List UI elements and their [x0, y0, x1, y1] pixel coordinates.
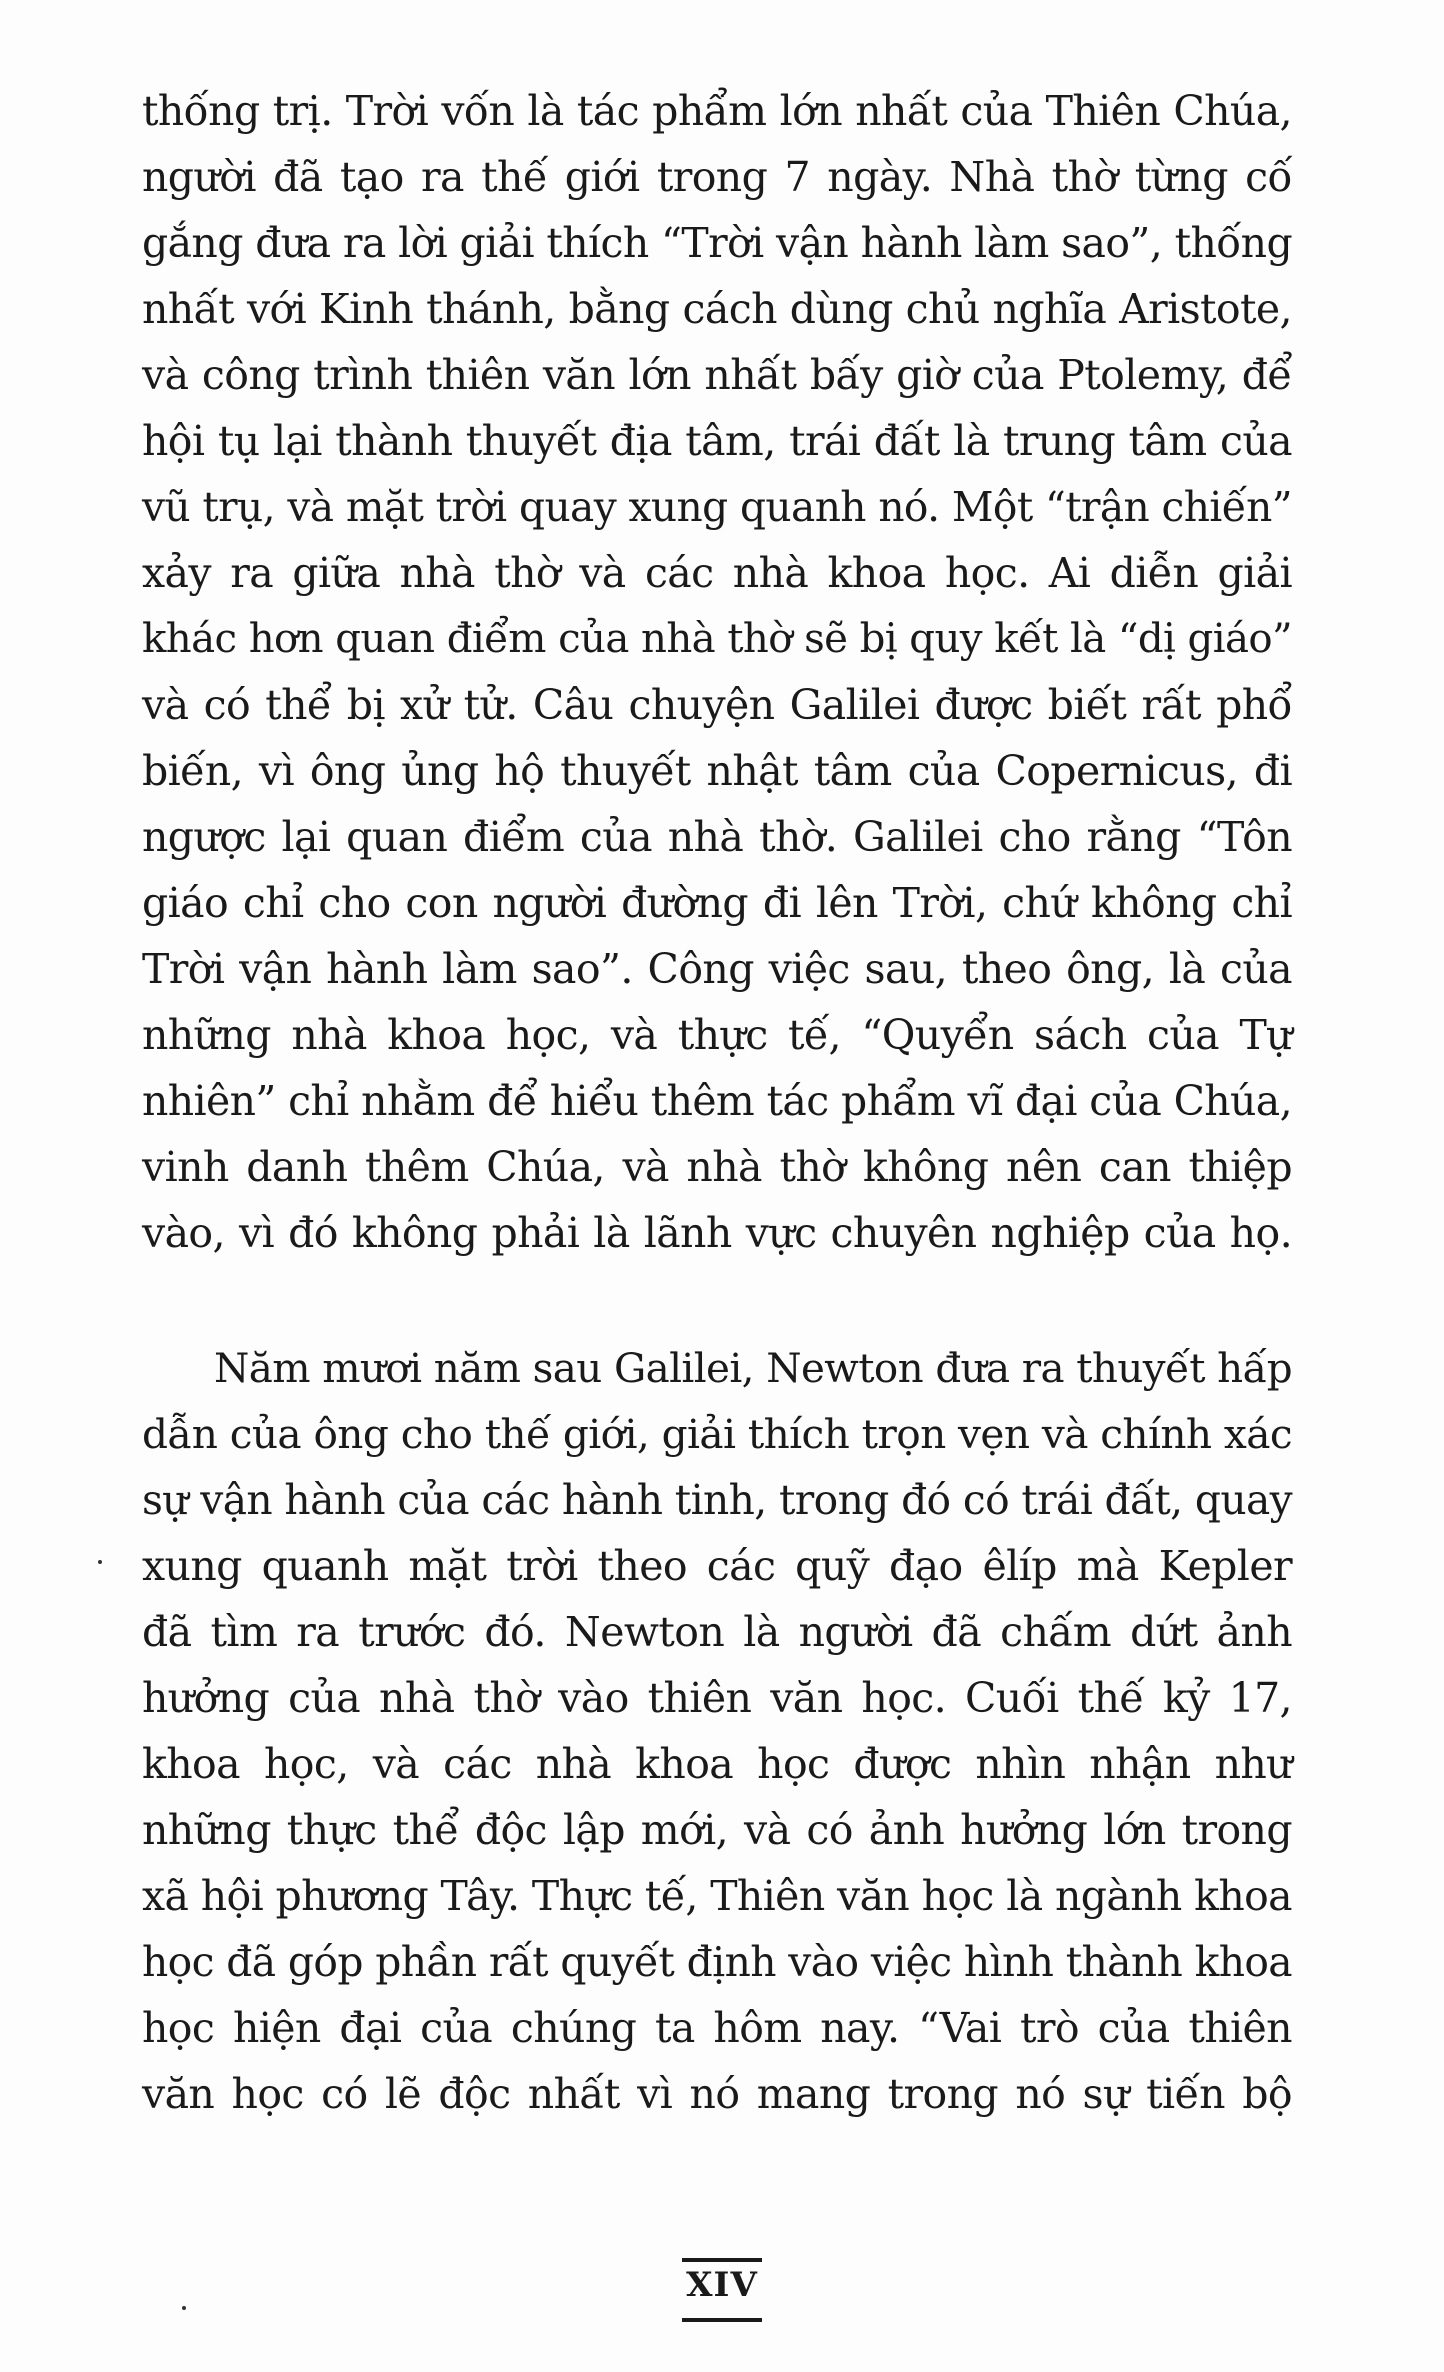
paragraph-1 — [142, 78, 1292, 1266]
folio-top-rule — [682, 2258, 762, 2262]
text-line: xã hội phương Tây. Thực tế, Thiên văn học là ngành khoa — [142, 1872, 1292, 1920]
text-line: biến, vì ông ủng hộ thuyết nhật tâm của Copernicus, đi — [142, 747, 1292, 795]
page-number: XIV — [686, 2265, 758, 2305]
text-line: những nhà khoa học, và thực tế, “Quyển sách của Tự — [142, 1011, 1292, 1059]
text-line: khác hơn quan điểm của nhà thờ sẽ bị quy kết là “dị giáo” — [142, 616, 1292, 662]
text-line: khoa học, và các nhà khoa học được nhìn nhận như — [142, 1740, 1292, 1788]
scan-speck — [98, 1560, 102, 1564]
text-line: dẫn của ông cho thế giới, giải thích trọn vẹn và chính xác — [142, 1410, 1292, 1458]
text-line: người đã tạo ra thế giới trong 7 ngày. Nhà thờ từng cố — [142, 153, 1292, 201]
text-line: học đã góp phần rất quyết định vào việc hình thành khoa — [142, 1938, 1292, 1986]
text-line: Năm mươi năm sau Galilei, Newton đưa ra thuyết hấp — [214, 1344, 1292, 1392]
text-line: và có thể bị xử tử. Câu chuyện Galilei được biết rất phổ — [142, 681, 1292, 729]
text-line: nhất với Kinh thánh, bằng cách dùng chủ nghĩa Aristote, — [142, 285, 1292, 333]
text-line: gắng đưa ra lời giải thích “Trời vận hành làm sao”, thống — [142, 219, 1293, 267]
text-line: nhiên” chỉ nhằm để hiểu thêm tác phẩm vĩ đại của Chúa, — [142, 1077, 1292, 1125]
folio-bottom-rule — [682, 2318, 762, 2322]
text-line: vinh danh thêm Chúa, và nhà thờ không nên can thiệp — [142, 1143, 1292, 1191]
text-line: vào, vì đó không phải là lãnh vực chuyên nghiệp của họ. — [142, 1209, 1292, 1257]
text-line: sự vận hành của các hành tinh, trong đó có trái đất, quay — [142, 1476, 1293, 1524]
text-line: hội tụ lại thành thuyết địa tâm, trái đất là trung tâm của — [142, 417, 1292, 465]
text-line: giáo chỉ cho con người đường đi lên Trời, chứ không chỉ — [142, 879, 1292, 927]
text-line: hưởng của nhà thờ vào thiên văn học. Cuối thế kỷ 17, — [142, 1674, 1292, 1722]
text-line: xung quanh mặt trời theo các quỹ đạo êlíp mà Kepler — [142, 1542, 1292, 1590]
text-line: vũ trụ, và mặt trời quay xung quanh nó. Một “trận chiến” — [142, 483, 1292, 531]
text-line: những thực thể độc lập mới, và có ảnh hưởng lớn trong — [142, 1806, 1292, 1854]
text-line: học hiện đại của chúng ta hôm nay. “Vai trò của thiên — [142, 2004, 1292, 2052]
text-line: thống trị. Trời vốn là tác phẩm lớn nhất của Thiên Chúa, — [142, 87, 1292, 135]
text-line: và công trình thiên văn lớn nhất bấy giờ của Ptolemy, để — [142, 351, 1292, 399]
text-line: đã tìm ra trước đó. Newton là người đã chấm dứt ảnh — [142, 1608, 1292, 1656]
text-line: ngược lại quan điểm của nhà thờ. Galilei cho rằng “Tôn — [142, 813, 1292, 861]
text-line: văn học có lẽ độc nhất vì nó mang trong nó sự tiến bộ — [142, 2070, 1292, 2118]
scan-speck — [182, 2306, 186, 2310]
text-line: Trời vận hành làm sao”. Công việc sau, theo ông, là của — [142, 945, 1292, 993]
paragraph-2 — [142, 1335, 1292, 2127]
text-line: xảy ra giữa nhà thờ và các nhà khoa học. Ai diễn giải — [142, 549, 1292, 597]
